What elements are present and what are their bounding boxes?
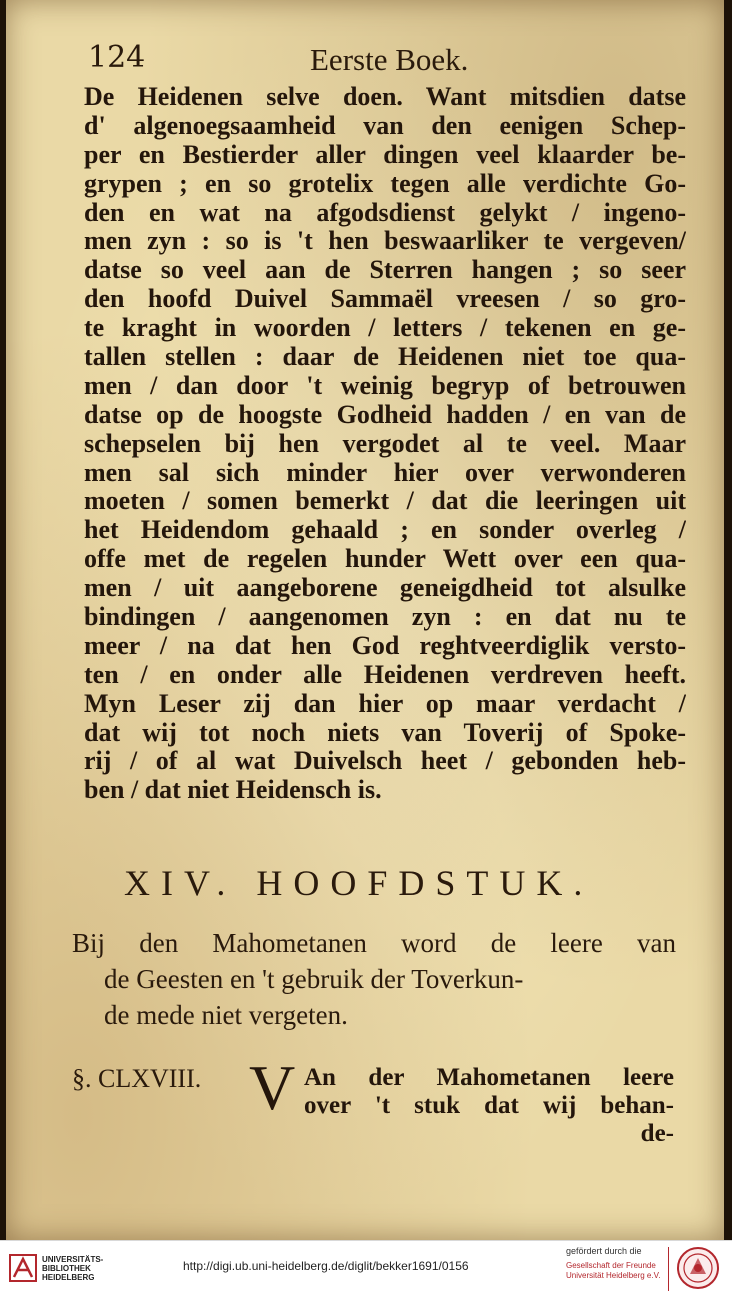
body-text — [84, 83, 686, 805]
text-line: bindingen / aangenomen zyn : en dat nu te — [84, 603, 686, 632]
text-line: schepselen bij hen vergodet al te veel. Maar — [84, 429, 686, 458]
divider — [668, 1247, 669, 1291]
summary-line: de Geesten en 't gebruik der Toverkun- — [104, 964, 524, 994]
text-line: men / uit aangeborene geneigdheid tot alsulke — [84, 574, 686, 603]
text-line: datse op de hoogste Godheid hadden / en van de — [84, 400, 686, 429]
text-line: offe met de regelen hunder Wett over een qua- — [84, 545, 686, 574]
page-number: 124 — [88, 40, 146, 75]
text-line: ben / dat niet Heidensch is. — [84, 776, 382, 805]
text-line: grypen ; en so grotelix tegen alle verdichte Go- — [84, 169, 686, 198]
text-line: men / dan door 't weinig begryp of betrouwen — [84, 371, 686, 400]
section-line: An der Mahometanen leere — [304, 1064, 674, 1091]
text-line: tallen stellen : daar de Heidenen niet toe qua- — [84, 343, 686, 372]
text-line: den hoofd Duivel Sammaël vreesen / so gro- — [84, 285, 686, 314]
text-line: den en wat na afgodsdienst gelykt / ingeno- — [84, 198, 686, 227]
text-line: datse so veel aan de Sterren hangen ; so seer — [84, 256, 686, 285]
funder-name: Gesellschaft der Freunde Universität Heidelberg e.V. — [566, 1261, 661, 1280]
text-line: men sal sich minder hier over verwonderen — [84, 458, 686, 487]
text-line: men zyn : so is 't hen beswaarliker te vergeven/ — [84, 227, 686, 256]
funding-label: gefördert durch die — [566, 1246, 642, 1256]
text-line: Myn Leser zij dan hier op maar verdacht / — [84, 689, 686, 718]
permalink-url[interactable]: http://digi.ub.uni-heidelberg.de/diglit/bekker1691/0156 — [183, 1259, 469, 1273]
summary-line: de mede niet vergeten. — [104, 1000, 348, 1030]
scanned-page — [6, 0, 724, 1240]
text-line: dat wij tot noch niets van Toverij of Spoke- — [84, 718, 686, 747]
chapter-heading: XIV. HOOFDSTUK. — [124, 863, 594, 903]
text-line: meer / na dat hen God reghtveerdiglik versto- — [84, 631, 686, 660]
university-seal-icon — [676, 1246, 720, 1290]
text-line: moeten / somen bemerkt / dat die leeringen uit — [84, 487, 686, 516]
page-header — [88, 40, 688, 80]
section-line: de- — [640, 1120, 674, 1147]
library-name: UNIVERSITÄTS- BIBLIOTHEK HEIDELBERG — [42, 1255, 104, 1282]
section-number: §. CLXVIII. — [72, 1064, 202, 1093]
text-line: rij / of al wat Duivelsch heet / gebonden heb- — [84, 747, 686, 776]
text-line: ten / en onder alle Heidenen verdreven heeft. — [84, 660, 686, 689]
text-line: per en Bestierder aller dingen veel klaarder be- — [84, 140, 686, 169]
text-line: d' algenoegsaamheid van den eenigen Schep- — [84, 111, 686, 140]
drop-cap: V — [249, 1052, 296, 1123]
section-text — [304, 1064, 674, 1148]
text-line: De Heidenen selve doen. Want mitsdien datse — [84, 83, 686, 111]
summary-line: Bij den Mahometanen word de leere van — [72, 928, 676, 958]
section-line: over 't stuk dat wij behan- — [304, 1092, 674, 1119]
text-line: te kraght in woorden / letters / tekenen en ge- — [84, 314, 686, 343]
text-line: het Heidendom gehaald ; en sonder overleg / — [84, 516, 686, 545]
chapter-summary — [72, 925, 676, 1033]
running-head: Eerste Boek. — [310, 42, 469, 77]
university-library-logo-icon — [8, 1253, 38, 1283]
footer-bar — [0, 1240, 732, 1295]
